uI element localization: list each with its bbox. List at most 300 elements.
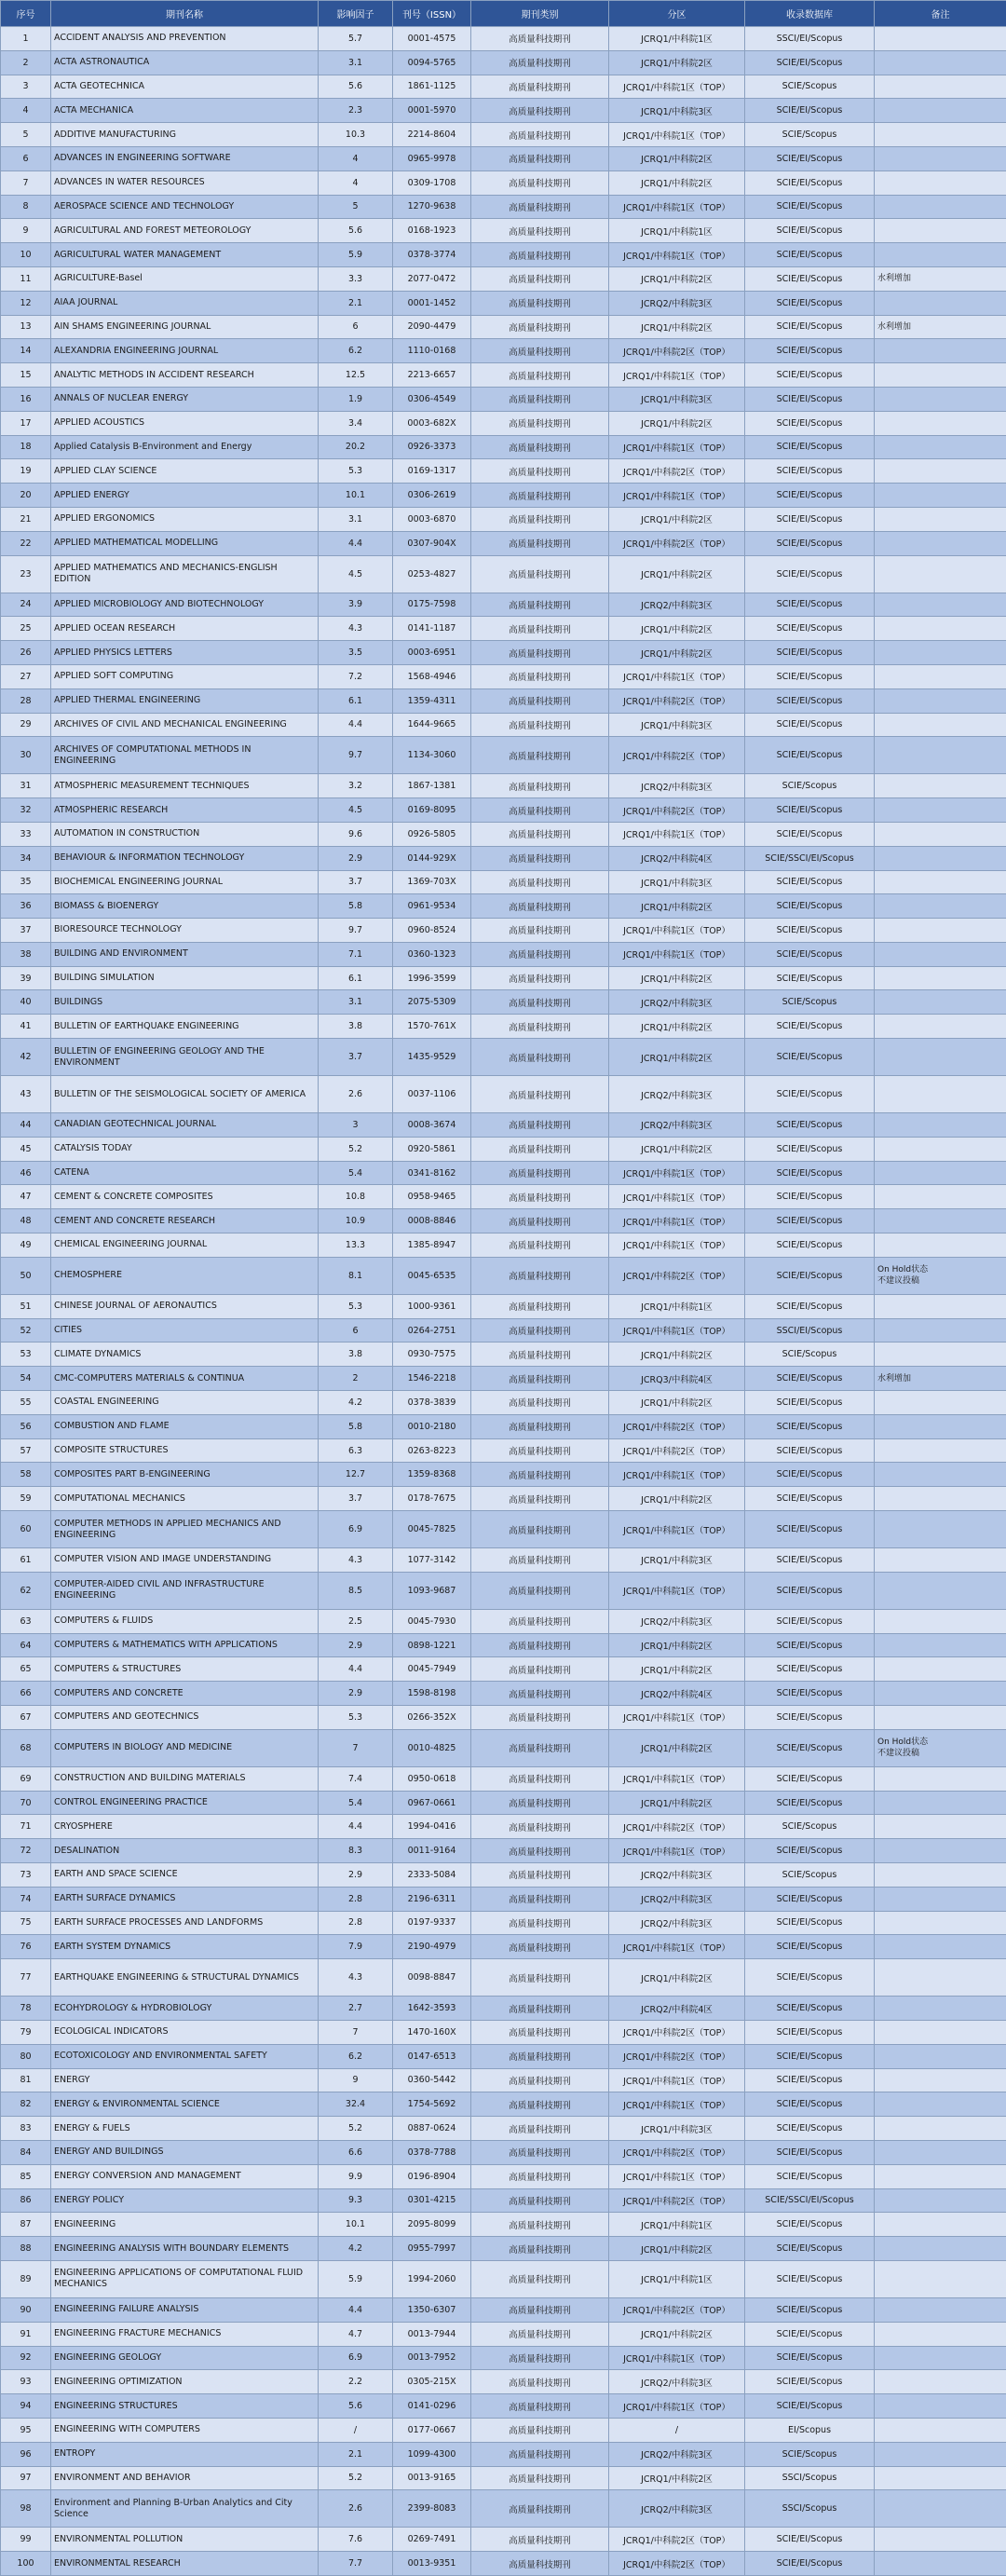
cell-database: SCIE/EI/Scopus bbox=[745, 1572, 875, 1609]
cell-index: 56 bbox=[1, 1414, 51, 1438]
cell-issn: 0958-9465 bbox=[393, 1185, 471, 1209]
cell-impact-factor: 9.7 bbox=[319, 919, 393, 943]
cell-issn: 1000-9361 bbox=[393, 1294, 471, 1318]
table-row bbox=[1, 170, 1006, 195]
cell-database: SCIE/EI/Scopus bbox=[745, 1766, 875, 1791]
cell-remarks bbox=[875, 1137, 1006, 1161]
cell-database: SCIE/EI/Scopus bbox=[745, 1257, 875, 1294]
cell-issn: 0003-682X bbox=[393, 411, 471, 435]
cell-zone: JCRQ1/中科院1区（TOP） bbox=[609, 1935, 745, 1959]
cell-category: 高质量科技期刊 bbox=[471, 1137, 609, 1161]
header-zone: 分区 bbox=[609, 1, 745, 27]
cell-remarks bbox=[875, 2237, 1006, 2261]
cell-index: 38 bbox=[1, 942, 51, 966]
cell-impact-factor: 2.9 bbox=[319, 1863, 393, 1888]
table-row bbox=[1, 1185, 1006, 1209]
cell-issn: 0001-1452 bbox=[393, 291, 471, 315]
cell-zone: JCRQ1/中科院1区 bbox=[609, 1294, 745, 1318]
cell-impact-factor: 5.9 bbox=[319, 243, 393, 267]
cell-impact-factor: 3 bbox=[319, 1113, 393, 1138]
cell-zone: JCRQ1/中科院2区 bbox=[609, 2322, 745, 2346]
cell-category: 高质量科技期刊 bbox=[471, 990, 609, 1015]
cell-remarks bbox=[875, 1233, 1006, 1258]
cell-index: 97 bbox=[1, 2466, 51, 2490]
cell-journal-name: COMBUSTION AND FLAME bbox=[51, 1414, 319, 1438]
cell-category: 高质量科技期刊 bbox=[471, 1343, 609, 1367]
cell-impact-factor: 9.3 bbox=[319, 2188, 393, 2213]
cell-category: 高质量科技期刊 bbox=[471, 1766, 609, 1791]
cell-category: 高质量科技期刊 bbox=[471, 2020, 609, 2044]
cell-zone: JCRQ1/中科院2区 bbox=[609, 1487, 745, 1511]
cell-zone: JCRQ2/中科院3区 bbox=[609, 291, 745, 315]
cell-issn: 2333-5084 bbox=[393, 1863, 471, 1888]
cell-zone: JCRQ1/中科院1区（TOP） bbox=[609, 2164, 745, 2188]
cell-index: 87 bbox=[1, 2213, 51, 2237]
cell-remarks bbox=[875, 1391, 1006, 1415]
cell-zone: JCRQ1/中科院2区（TOP） bbox=[609, 1815, 745, 1839]
table-row bbox=[1, 2346, 1006, 2370]
table-row bbox=[1, 1039, 1006, 1076]
cell-remarks bbox=[875, 243, 1006, 267]
cell-category: 高质量科技期刊 bbox=[471, 1511, 609, 1548]
cell-zone: JCRQ1/中科院2区（TOP） bbox=[609, 1414, 745, 1438]
cell-category: 高质量科技期刊 bbox=[471, 2260, 609, 2297]
cell-remarks bbox=[875, 75, 1006, 99]
cell-impact-factor: 2.9 bbox=[319, 1682, 393, 1706]
cell-journal-name: ARCHIVES OF CIVIL AND MECHANICAL ENGINEERING bbox=[51, 713, 319, 737]
cell-remarks bbox=[875, 291, 1006, 315]
cell-issn: 0178-7675 bbox=[393, 1487, 471, 1511]
cell-issn: 0098-8847 bbox=[393, 1959, 471, 1997]
cell-impact-factor: 2.9 bbox=[319, 1633, 393, 1657]
cell-category: 高质量科技期刊 bbox=[471, 593, 609, 617]
cell-impact-factor: 4.4 bbox=[319, 2297, 393, 2322]
cell-category: 高质量科技期刊 bbox=[471, 1633, 609, 1657]
cell-category: 高质量科技期刊 bbox=[471, 713, 609, 737]
cell-journal-name: ENERGY & ENVIRONMENTAL SCIENCE bbox=[51, 2092, 319, 2117]
cell-remarks bbox=[875, 798, 1006, 823]
cell-remarks bbox=[875, 1438, 1006, 1463]
cell-index: 45 bbox=[1, 1137, 51, 1161]
cell-remarks bbox=[875, 990, 1006, 1015]
table-row bbox=[1, 2140, 1006, 2164]
cell-remarks bbox=[875, 1791, 1006, 1815]
table-row bbox=[1, 1294, 1006, 1318]
cell-category: 高质量科技期刊 bbox=[471, 170, 609, 195]
table-row bbox=[1, 1076, 1006, 1113]
cell-index: 95 bbox=[1, 2418, 51, 2442]
cell-database: SCIE/EI/Scopus bbox=[745, 2346, 875, 2370]
cell-zone: JCRQ1/中科院2区（TOP） bbox=[609, 531, 745, 555]
cell-zone: JCRQ1/中科院2区（TOP） bbox=[609, 2140, 745, 2164]
table-row bbox=[1, 1657, 1006, 1682]
cell-category: 高质量科技期刊 bbox=[471, 243, 609, 267]
cell-impact-factor: 4 bbox=[319, 146, 393, 170]
cell-remarks bbox=[875, 966, 1006, 990]
cell-issn: 1359-8368 bbox=[393, 1463, 471, 1487]
cell-impact-factor: 5.8 bbox=[319, 1414, 393, 1438]
cell-database: SCIE/EI/Scopus bbox=[745, 617, 875, 641]
cell-issn: 0926-3373 bbox=[393, 435, 471, 459]
cell-category: 高质量科技期刊 bbox=[471, 555, 609, 593]
cell-database: SCIE/EI/Scopus bbox=[745, 243, 875, 267]
cell-database: SCIE/Scopus bbox=[745, 1863, 875, 1888]
cell-journal-name: ARCHIVES OF COMPUTATIONAL METHODS IN ENGINEERING bbox=[51, 737, 319, 774]
table-row bbox=[1, 1609, 1006, 1633]
cell-remarks bbox=[875, 1113, 1006, 1138]
cell-category: 高质量科技期刊 bbox=[471, 798, 609, 823]
cell-journal-name: BEHAVIOUR & INFORMATION TECHNOLOGY bbox=[51, 846, 319, 870]
cell-journal-name: ENGINEERING GEOLOGY bbox=[51, 2346, 319, 2370]
cell-zone: JCRQ1/中科院2区（TOP） bbox=[609, 2297, 745, 2322]
cell-issn: 2213-6657 bbox=[393, 363, 471, 388]
table-row bbox=[1, 1343, 1006, 1367]
cell-database: SCIE/EI/Scopus bbox=[745, 1997, 875, 2021]
cell-index: 64 bbox=[1, 1633, 51, 1657]
cell-database: SCIE/EI/Scopus bbox=[745, 459, 875, 484]
cell-remarks bbox=[875, 1414, 1006, 1438]
cell-impact-factor: 3.7 bbox=[319, 1487, 393, 1511]
cell-zone: JCRQ1/中科院1区（TOP） bbox=[609, 2394, 745, 2419]
cell-index: 58 bbox=[1, 1463, 51, 1487]
cell-database: SCIE/EI/Scopus bbox=[745, 593, 875, 617]
cell-index: 33 bbox=[1, 822, 51, 846]
cell-impact-factor: 3.4 bbox=[319, 411, 393, 435]
header-journal-name: 期刊名称 bbox=[51, 1, 319, 27]
cell-impact-factor: 9.7 bbox=[319, 737, 393, 774]
cell-impact-factor: 2.3 bbox=[319, 99, 393, 123]
table-row bbox=[1, 411, 1006, 435]
cell-journal-name: APPLIED ERGONOMICS bbox=[51, 507, 319, 531]
cell-issn: 0045-7930 bbox=[393, 1609, 471, 1633]
cell-category: 高质量科技期刊 bbox=[471, 411, 609, 435]
cell-remarks bbox=[875, 1209, 1006, 1233]
cell-category: 高质量科技期刊 bbox=[471, 1233, 609, 1258]
cell-index: 88 bbox=[1, 2237, 51, 2261]
cell-zone: JCRQ1/中科院2区 bbox=[609, 1791, 745, 1815]
cell-zone: JCRQ1/中科院1区 bbox=[609, 2213, 745, 2237]
cell-index: 49 bbox=[1, 1233, 51, 1258]
cell-issn: 0008-8846 bbox=[393, 1209, 471, 1233]
cell-remarks bbox=[875, 713, 1006, 737]
cell-database: SCIE/EI/Scopus bbox=[745, 435, 875, 459]
cell-remarks bbox=[875, 2418, 1006, 2442]
cell-issn: 0003-6951 bbox=[393, 641, 471, 665]
cell-index: 98 bbox=[1, 2490, 51, 2528]
cell-issn: 1598-8198 bbox=[393, 1682, 471, 1706]
cell-journal-name: BUILDINGS bbox=[51, 990, 319, 1015]
cell-journal-name: ENERGY & FUELS bbox=[51, 2117, 319, 2141]
cell-remarks bbox=[875, 27, 1006, 51]
cell-impact-factor: 3.1 bbox=[319, 990, 393, 1015]
table-row bbox=[1, 737, 1006, 774]
cell-index: 48 bbox=[1, 1209, 51, 1233]
cell-issn: 0887-0624 bbox=[393, 2117, 471, 2141]
cell-zone: JCRQ1/中科院1区（TOP） bbox=[609, 822, 745, 846]
cell-impact-factor: 3.5 bbox=[319, 641, 393, 665]
cell-journal-name: ALEXANDRIA ENGINEERING JOURNAL bbox=[51, 339, 319, 363]
table-row bbox=[1, 75, 1006, 99]
cell-issn: 1754-5692 bbox=[393, 2092, 471, 2117]
cell-journal-name: ADVANCES IN ENGINEERING SOFTWARE bbox=[51, 146, 319, 170]
cell-index: 50 bbox=[1, 1257, 51, 1294]
cell-database: SCIE/EI/Scopus bbox=[745, 688, 875, 713]
cell-database: SCIE/EI/Scopus bbox=[745, 1911, 875, 1935]
cell-impact-factor: 3.1 bbox=[319, 50, 393, 75]
cell-impact-factor: 10.1 bbox=[319, 484, 393, 508]
cell-zone: JCRQ1/中科院1区（TOP） bbox=[609, 195, 745, 219]
cell-remarks bbox=[875, 2164, 1006, 2188]
cell-impact-factor: 5.2 bbox=[319, 1137, 393, 1161]
cell-zone: JCRQ1/中科院2区 bbox=[609, 1137, 745, 1161]
cell-issn: 0967-0661 bbox=[393, 1791, 471, 1815]
cell-journal-name: BULLETIN OF ENGINEERING GEOLOGY AND THE ENVIRONMENT bbox=[51, 1039, 319, 1076]
table-row bbox=[1, 2466, 1006, 2490]
cell-category: 高质量科技期刊 bbox=[471, 1294, 609, 1318]
cell-zone: JCRQ1/中科院2区 bbox=[609, 641, 745, 665]
cell-impact-factor: 8.3 bbox=[319, 1839, 393, 1863]
cell-database: SCIE/EI/Scopus bbox=[745, 1076, 875, 1113]
cell-remarks bbox=[875, 1657, 1006, 1682]
table-row bbox=[1, 531, 1006, 555]
cell-issn: 0961-9534 bbox=[393, 894, 471, 919]
table-row bbox=[1, 1959, 1006, 1997]
cell-remarks bbox=[875, 507, 1006, 531]
cell-zone: JCRQ1/中科院2区（TOP） bbox=[609, 688, 745, 713]
cell-issn: 0003-6870 bbox=[393, 507, 471, 531]
cell-remarks bbox=[875, 1511, 1006, 1548]
cell-zone: JCRQ1/中科院1区（TOP） bbox=[609, 1766, 745, 1791]
cell-zone: JCRQ1/中科院2区 bbox=[609, 411, 745, 435]
cell-database: SCIE/EI/Scopus bbox=[745, 1633, 875, 1657]
cell-zone: JCRQ1/中科院1区（TOP） bbox=[609, 363, 745, 388]
cell-index: 16 bbox=[1, 387, 51, 411]
cell-remarks bbox=[875, 846, 1006, 870]
cell-category: 高质量科技期刊 bbox=[471, 219, 609, 243]
cell-issn: 0920-5861 bbox=[393, 1137, 471, 1161]
cell-category: 高质量科技期刊 bbox=[471, 2394, 609, 2419]
cell-category: 高质量科技期刊 bbox=[471, 1682, 609, 1706]
cell-database: SCIE/Scopus bbox=[745, 2442, 875, 2466]
cell-journal-name: ENERGY CONVERSION AND MANAGEMENT bbox=[51, 2164, 319, 2188]
cell-index: 1 bbox=[1, 27, 51, 51]
cell-journal-name: ENGINEERING FRACTURE MECHANICS bbox=[51, 2322, 319, 2346]
cell-journal-name: COASTAL ENGINEERING bbox=[51, 1391, 319, 1415]
cell-zone: JCRQ1/中科院2区（TOP） bbox=[609, 2552, 745, 2576]
cell-database: SCIE/EI/Scopus bbox=[745, 2068, 875, 2092]
cell-impact-factor: 3.3 bbox=[319, 266, 393, 291]
cell-category: 高质量科技期刊 bbox=[471, 1113, 609, 1138]
cell-issn: 2399-8083 bbox=[393, 2490, 471, 2528]
cell-impact-factor: 2.5 bbox=[319, 1609, 393, 1633]
cell-journal-name: CMC-COMPUTERS MATERIALS & CONTINUA bbox=[51, 1367, 319, 1391]
cell-journal-name: BIOCHEMICAL ENGINEERING JOURNAL bbox=[51, 870, 319, 894]
cell-zone: JCRQ1/中科院3区 bbox=[609, 387, 745, 411]
cell-remarks bbox=[875, 1294, 1006, 1318]
table-row bbox=[1, 2068, 1006, 2092]
table-row bbox=[1, 315, 1006, 339]
cell-impact-factor: 2.6 bbox=[319, 2490, 393, 2528]
cell-index: 59 bbox=[1, 1487, 51, 1511]
cell-index: 20 bbox=[1, 484, 51, 508]
cell-index: 66 bbox=[1, 1682, 51, 1706]
cell-issn: 0306-2619 bbox=[393, 484, 471, 508]
cell-zone: JCRQ1/中科院3区 bbox=[609, 2117, 745, 2141]
cell-issn: 1369-703X bbox=[393, 870, 471, 894]
cell-index: 91 bbox=[1, 2322, 51, 2346]
cell-issn: 0037-1106 bbox=[393, 1076, 471, 1113]
cell-database: SCIE/EI/Scopus bbox=[745, 1185, 875, 1209]
cell-zone: / bbox=[609, 2418, 745, 2442]
cell-index: 79 bbox=[1, 2020, 51, 2044]
table-row bbox=[1, 339, 1006, 363]
cell-issn: 2196-6311 bbox=[393, 1887, 471, 1911]
cell-journal-name: AGRICULTURE-Basel bbox=[51, 266, 319, 291]
cell-category: 高质量科技期刊 bbox=[471, 1815, 609, 1839]
table-row bbox=[1, 2213, 1006, 2237]
cell-category: 高质量科技期刊 bbox=[471, 1391, 609, 1415]
cell-category: 高质量科技期刊 bbox=[471, 2528, 609, 2552]
cell-index: 10 bbox=[1, 243, 51, 267]
cell-database: SCIE/EI/Scopus bbox=[745, 2092, 875, 2117]
cell-remarks bbox=[875, 2394, 1006, 2419]
cell-zone: JCRQ1/中科院2区 bbox=[609, 555, 745, 593]
cell-category: 高质量科技期刊 bbox=[471, 1367, 609, 1391]
cell-journal-name: BIOMASS & BIOENERGY bbox=[51, 894, 319, 919]
cell-index: 40 bbox=[1, 990, 51, 1015]
cell-remarks bbox=[875, 1487, 1006, 1511]
cell-index: 73 bbox=[1, 1863, 51, 1888]
cell-index: 25 bbox=[1, 617, 51, 641]
cell-zone: JCRQ1/中科院2区（TOP） bbox=[609, 2188, 745, 2213]
table-row bbox=[1, 1729, 1006, 1766]
cell-zone: JCRQ2/中科院3区 bbox=[609, 990, 745, 1015]
cell-journal-name: Environment and Planning B-Urban Analytics and City Science bbox=[51, 2490, 319, 2528]
cell-database: SCIE/EI/Scopus bbox=[745, 2237, 875, 2261]
cell-index: 12 bbox=[1, 291, 51, 315]
cell-category: 高质量科技期刊 bbox=[471, 1657, 609, 1682]
cell-issn: 0045-7949 bbox=[393, 1657, 471, 1682]
cell-remarks bbox=[875, 1766, 1006, 1791]
cell-index: 61 bbox=[1, 1548, 51, 1573]
cell-category: 高质量科技期刊 bbox=[471, 822, 609, 846]
table-row bbox=[1, 919, 1006, 943]
cell-zone: JCRQ1/中科院1区（TOP） bbox=[609, 484, 745, 508]
cell-zone: JCRQ1/中科院2区 bbox=[609, 894, 745, 919]
cell-journal-name: BULLETIN OF THE SEISMOLOGICAL SOCIETY OF AMERICA bbox=[51, 1076, 319, 1113]
cell-zone: JCRQ1/中科院2区 bbox=[609, 146, 745, 170]
cell-impact-factor: 4.3 bbox=[319, 1548, 393, 1573]
cell-remarks bbox=[875, 641, 1006, 665]
cell-category: 高质量科技期刊 bbox=[471, 2442, 609, 2466]
table-row bbox=[1, 846, 1006, 870]
table-row bbox=[1, 2370, 1006, 2394]
cell-database: SCIE/EI/Scopus bbox=[745, 195, 875, 219]
cell-remarks bbox=[875, 1839, 1006, 1863]
cell-index: 13 bbox=[1, 315, 51, 339]
cell-remarks bbox=[875, 1039, 1006, 1076]
table-row bbox=[1, 1997, 1006, 2021]
cell-impact-factor: 7.4 bbox=[319, 1766, 393, 1791]
cell-journal-name: ENERGY bbox=[51, 2068, 319, 2092]
cell-remarks bbox=[875, 363, 1006, 388]
cell-zone: JCRQ2/中科院3区 bbox=[609, 774, 745, 798]
cell-journal-name: APPLIED MATHEMATICAL MODELLING bbox=[51, 531, 319, 555]
cell-impact-factor: 5.6 bbox=[319, 75, 393, 99]
cell-database: SCIE/EI/Scopus bbox=[745, 1233, 875, 1258]
cell-database: SCIE/EI/Scopus bbox=[745, 291, 875, 315]
cell-index: 94 bbox=[1, 2394, 51, 2419]
cell-issn: 0898-1221 bbox=[393, 1633, 471, 1657]
cell-zone: JCRQ1/中科院1区（TOP） bbox=[609, 664, 745, 688]
cell-journal-name: COMPUTERS AND GEOTECHNICS bbox=[51, 1706, 319, 1730]
cell-database: SCIE/EI/Scopus bbox=[745, 2044, 875, 2068]
cell-category: 高质量科技期刊 bbox=[471, 1438, 609, 1463]
cell-zone: JCRQ2/中科院3区 bbox=[609, 1863, 745, 1888]
cell-category: 高质量科技期刊 bbox=[471, 2117, 609, 2141]
cell-database: SCIE/EI/Scopus bbox=[745, 315, 875, 339]
cell-remarks bbox=[875, 664, 1006, 688]
table-row bbox=[1, 713, 1006, 737]
cell-impact-factor: 5.4 bbox=[319, 1161, 393, 1185]
cell-journal-name: BULLETIN OF EARTHQUAKE ENGINEERING bbox=[51, 1015, 319, 1039]
cell-zone: JCRQ1/中科院1区（TOP） bbox=[609, 1161, 745, 1185]
cell-index: 8 bbox=[1, 195, 51, 219]
cell-database: SCIE/EI/Scopus bbox=[745, 1791, 875, 1815]
cell-journal-name: CHEMOSPHERE bbox=[51, 1257, 319, 1294]
table-row bbox=[1, 1682, 1006, 1706]
cell-impact-factor: 5 bbox=[319, 195, 393, 219]
cell-category: 高质量科技期刊 bbox=[471, 531, 609, 555]
cell-database: SSCI/Scopus bbox=[745, 2490, 875, 2528]
cell-impact-factor: 4.3 bbox=[319, 617, 393, 641]
cell-category: 高质量科技期刊 bbox=[471, 1572, 609, 1609]
table-row bbox=[1, 822, 1006, 846]
cell-impact-factor: 7.9 bbox=[319, 1935, 393, 1959]
cell-journal-name: APPLIED MICROBIOLOGY AND BIOTECHNOLOGY bbox=[51, 593, 319, 617]
cell-database: EI/Scopus bbox=[745, 2418, 875, 2442]
cell-database: SCIE/EI/Scopus bbox=[745, 966, 875, 990]
table-row bbox=[1, 1318, 1006, 1343]
cell-zone: JCRQ1/中科院2区（TOP） bbox=[609, 2020, 745, 2044]
cell-journal-name: AGRICULTURAL AND FOREST METEOROLOGY bbox=[51, 219, 319, 243]
cell-database: SCIE/EI/Scopus bbox=[745, 2370, 875, 2394]
cell-journal-name: ATMOSPHERIC MEASUREMENT TECHNIQUES bbox=[51, 774, 319, 798]
table-row bbox=[1, 2394, 1006, 2419]
cell-zone: JCRQ1/中科院2区（TOP） bbox=[609, 339, 745, 363]
cell-category: 高质量科技期刊 bbox=[471, 2237, 609, 2261]
cell-remarks bbox=[875, 942, 1006, 966]
cell-zone: JCRQ1/中科院2区 bbox=[609, 1959, 745, 1997]
cell-issn: 2077-0472 bbox=[393, 266, 471, 291]
header-remarks: 备注 bbox=[875, 1, 1006, 27]
cell-remarks bbox=[875, 1887, 1006, 1911]
cell-journal-name: EARTH SYSTEM DYNAMICS bbox=[51, 1935, 319, 1959]
cell-database: SCIE/EI/Scopus bbox=[745, 387, 875, 411]
cell-issn: 1350-6307 bbox=[393, 2297, 471, 2322]
cell-journal-name: ENGINEERING WITH COMPUTERS bbox=[51, 2418, 319, 2442]
cell-impact-factor: 7.1 bbox=[319, 942, 393, 966]
table-row bbox=[1, 1839, 1006, 1863]
cell-journal-name: BUILDING SIMULATION bbox=[51, 966, 319, 990]
table-row bbox=[1, 1706, 1006, 1730]
cell-category: 高质量科技期刊 bbox=[471, 617, 609, 641]
cell-issn: 0309-1708 bbox=[393, 170, 471, 195]
cell-issn: 0013-9351 bbox=[393, 2552, 471, 2576]
cell-index: 54 bbox=[1, 1367, 51, 1391]
cell-database: SCIE/EI/Scopus bbox=[745, 1391, 875, 1415]
cell-index: 34 bbox=[1, 846, 51, 870]
